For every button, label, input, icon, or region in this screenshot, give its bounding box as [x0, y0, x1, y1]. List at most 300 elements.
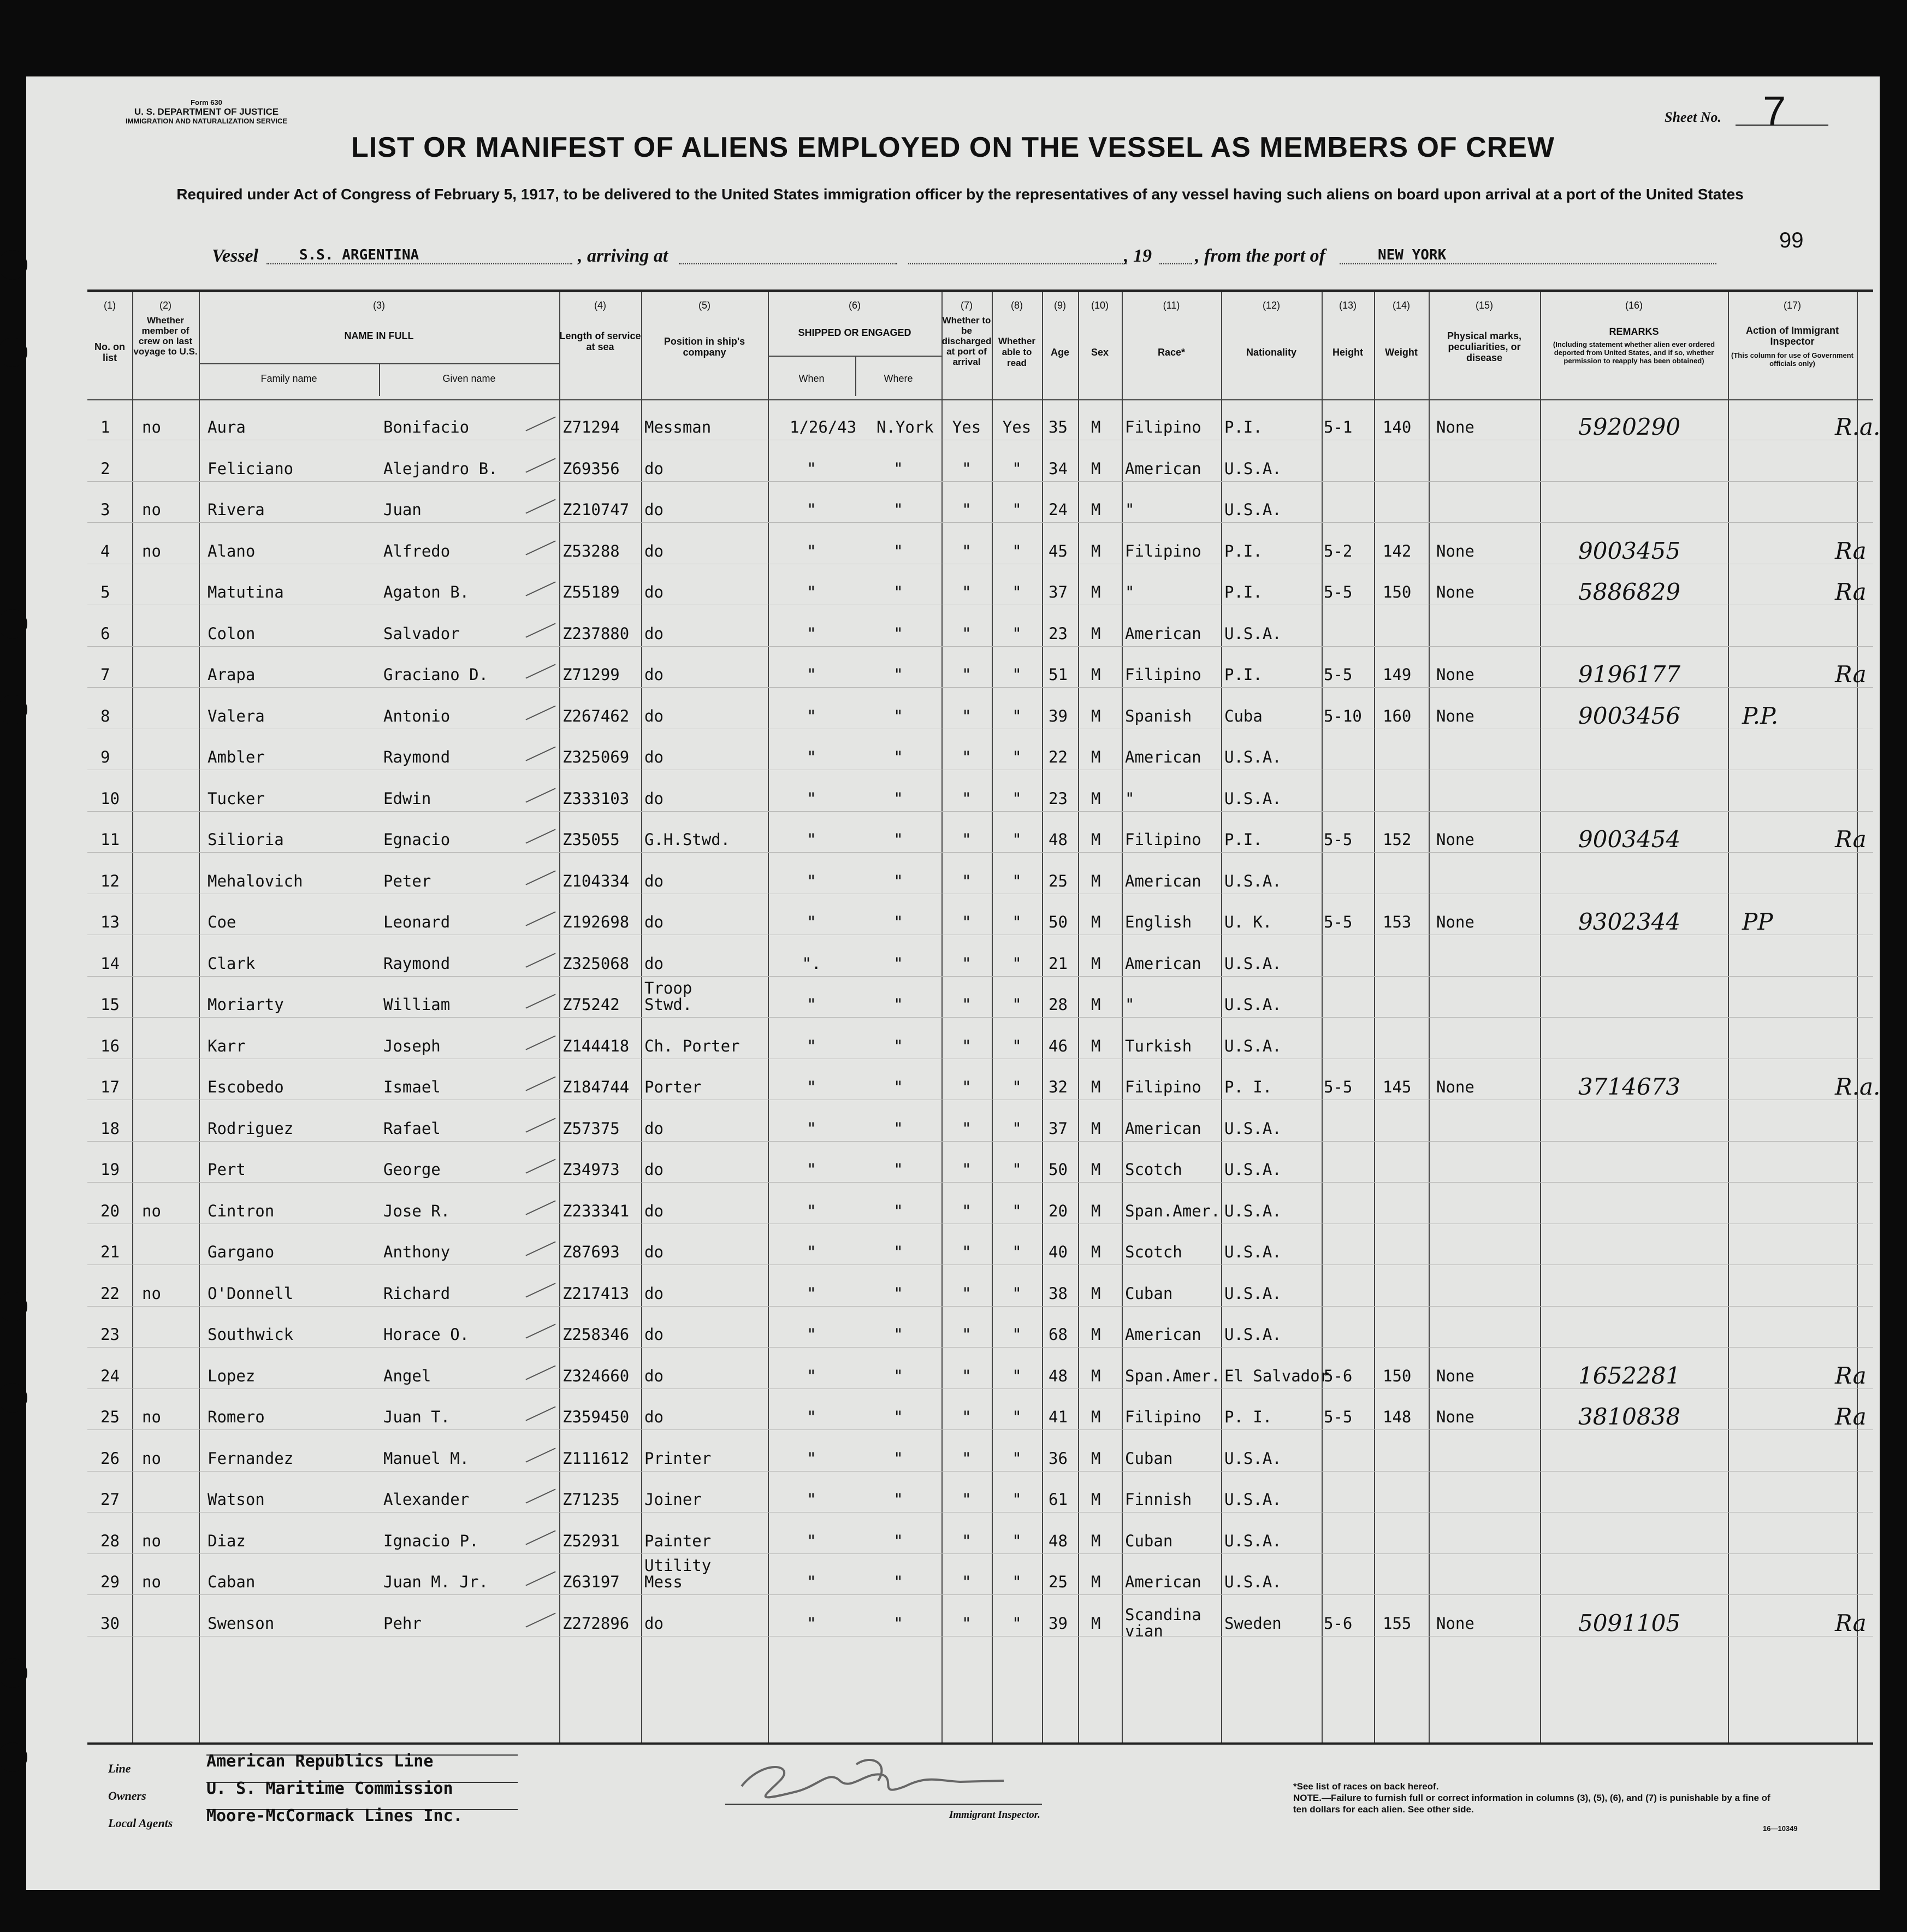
cell-given-name: Juan — [383, 500, 422, 519]
cell-nationality: P.I. — [1224, 418, 1263, 436]
cell-discharged: " — [962, 1201, 972, 1220]
cell-remarks: 9003455 — [1578, 537, 1681, 564]
cell-family-name: Escobedo — [208, 1078, 284, 1096]
cell-shipped-when: " — [807, 789, 816, 808]
check-mark — [525, 1406, 555, 1421]
cell-row-number: 10 — [100, 789, 120, 808]
header-when: When — [798, 373, 825, 384]
cell-race: " — [1125, 500, 1135, 519]
cell-race: Turkish — [1125, 1036, 1192, 1055]
cell-able-to-read: " — [1012, 1325, 1022, 1344]
check-mark — [525, 1118, 555, 1132]
cell-shipped-when: " — [807, 1449, 816, 1468]
service-name: IMMIGRATION AND NATURALIZATION SERVICE — [125, 117, 288, 125]
check-mark — [525, 1324, 555, 1338]
cell-discharged: " — [962, 583, 972, 601]
header-inspector-note: (This column for use of Government officials only) — [1731, 351, 1853, 368]
cell-race: Cuban — [1125, 1449, 1173, 1468]
column-number: (11) — [1163, 300, 1180, 311]
column-number: (5) — [698, 300, 710, 311]
line-value: American Republics Line — [206, 1752, 434, 1771]
header-physical-marks: Physical marks, peculiarities, or disease — [1447, 330, 1522, 363]
cell-nationality: U.S.A. — [1224, 995, 1282, 1014]
cell-family-name: Feliciano — [208, 459, 294, 478]
cell-nationality: U.S.A. — [1224, 1119, 1282, 1138]
cell-shipped-when: " — [807, 1408, 816, 1426]
cell-nationality: P.I. — [1224, 830, 1263, 849]
cell-position: do — [644, 1160, 664, 1179]
cell-given-name: Anthony — [383, 1243, 451, 1261]
cell-shipped-where: " — [893, 1449, 903, 1468]
cell-discharged: " — [962, 1531, 972, 1550]
cell-position: G.H.Stwd. — [644, 830, 731, 849]
binder-hole — [0, 609, 27, 639]
cell-shipped-where: " — [893, 459, 903, 478]
cell-nationality: U.S.A. — [1224, 1201, 1282, 1220]
cell-weight: 160 — [1383, 706, 1412, 725]
cell-sex: M — [1091, 748, 1101, 766]
cell-age: 20 — [1049, 1201, 1068, 1220]
header-where: Where — [884, 373, 913, 384]
cell-row-number: 19 — [100, 1160, 120, 1179]
cell-remarks: 9003456 — [1578, 702, 1681, 729]
cell-physical-marks: None — [1436, 830, 1474, 849]
header-name-in-full: NAME IN FULL — [344, 330, 414, 341]
owners-label: Owners — [108, 1789, 146, 1803]
cell-given-name: Antonio — [383, 706, 451, 725]
cell-race: American — [1125, 459, 1201, 478]
cell-family-name: Moriarty — [208, 995, 284, 1014]
cell-row-number: 5 — [100, 583, 110, 601]
cell-discharged: " — [962, 624, 972, 643]
check-mark — [525, 746, 555, 761]
arriving-label: , arriving at — [578, 246, 668, 266]
cell-family-name: Pert — [208, 1160, 246, 1179]
manifest-sheet — [26, 76, 1880, 1890]
cell-service-length: Z53288 — [562, 541, 620, 560]
cell-shipped-where: " — [893, 1243, 903, 1261]
cell-service-length: Z258346 — [562, 1325, 630, 1344]
cell-shipped-where: N.York — [876, 418, 934, 436]
cell-race: Filipino — [1125, 418, 1201, 436]
crew-table — [87, 289, 1881, 1745]
cell-given-name: Alexander — [383, 1490, 470, 1509]
cell-given-name: Jose R. — [383, 1201, 451, 1220]
cell-sex: M — [1091, 1366, 1101, 1385]
cell-shipped-when: " — [807, 748, 816, 766]
cell-position: Messman — [644, 418, 712, 436]
check-mark — [525, 953, 555, 967]
cell-able-to-read: " — [1012, 1614, 1022, 1633]
cell-physical-marks: None — [1436, 1366, 1474, 1385]
cell-shipped-when: " — [807, 1325, 816, 1344]
cell-race: Scandinavian — [1125, 1605, 1201, 1640]
cell-shipped-where: " — [893, 1119, 903, 1138]
cell-inspector-action: Ra — [1835, 1403, 1867, 1430]
cell-age: 22 — [1049, 748, 1068, 766]
cell-nationality: U.S.A. — [1224, 500, 1282, 519]
cell-service-length: Z237880 — [562, 624, 630, 643]
cell-service-length: Z71235 — [562, 1490, 620, 1509]
cell-nationality: P. I. — [1224, 1078, 1272, 1096]
cell-shipped-where: " — [893, 830, 903, 849]
cell-sex: M — [1091, 665, 1101, 684]
cell-service-length: Z55189 — [562, 583, 620, 601]
column-number: (8) — [1011, 300, 1023, 311]
cell-row-number: 3 — [100, 500, 110, 519]
cell-shipped-where: " — [893, 1490, 903, 1509]
cell-remarks: 3810838 — [1578, 1403, 1681, 1430]
cell-position: do — [644, 913, 664, 931]
cell-family-name: Alano — [208, 541, 256, 560]
cell-able-to-read: " — [1012, 624, 1022, 643]
row-rule — [87, 522, 1873, 523]
check-mark — [525, 540, 555, 555]
cell-sex: M — [1091, 541, 1101, 560]
cell-age: 45 — [1049, 541, 1068, 560]
cell-shipped-where: " — [893, 541, 903, 560]
cell-shipped-when: " — [807, 913, 816, 931]
department-name: U. S. DEPARTMENT OF JUSTICE — [134, 107, 279, 117]
binder-hole — [0, 250, 27, 280]
cell-position: do — [644, 706, 664, 725]
cell-discharged: " — [962, 665, 972, 684]
cell-shipped-where: " — [893, 1078, 903, 1096]
cell-race: Spanish — [1125, 706, 1192, 725]
cell-sex: M — [1091, 624, 1101, 643]
cell-given-name: Raymond — [383, 748, 451, 766]
check-mark — [525, 458, 555, 472]
year-field — [1159, 247, 1192, 264]
cell-service-length: Z267462 — [562, 706, 630, 725]
cell-given-name: William — [383, 995, 451, 1014]
cell-age: 38 — [1049, 1284, 1068, 1303]
cell-family-name: Diaz — [208, 1531, 246, 1550]
cell-position: do — [644, 583, 664, 601]
cell-able-to-read: " — [1012, 1119, 1022, 1138]
sheet-number-value: 7 — [1763, 88, 1786, 134]
cell-nationality: U.S.A. — [1224, 1036, 1282, 1055]
cell-row-number: 1 — [100, 418, 110, 436]
form-number: Form 630 — [191, 98, 222, 107]
cell-discharged: " — [962, 913, 972, 931]
column-number: (14) — [1392, 300, 1410, 311]
cell-height: 5-6 — [1324, 1614, 1353, 1633]
cell-shipped-when: " — [807, 1573, 816, 1591]
cell-age: 32 — [1049, 1078, 1068, 1096]
binder-hole — [0, 695, 27, 724]
cell-shipped-when: " — [807, 459, 816, 478]
cell-service-length: Z75242 — [562, 995, 620, 1014]
cell-race: Filipino — [1125, 541, 1201, 560]
cell-sex: M — [1091, 1531, 1101, 1550]
cell-remarks: 5091105 — [1578, 1609, 1681, 1636]
cell-position: do — [644, 1284, 664, 1303]
cell-row-number: 30 — [100, 1614, 120, 1633]
cell-position: do — [644, 954, 664, 973]
header-remarks-note: (Including statement whether alien ever ordered deported from United States, and if so, whether permission to reapply has been obtained) — [1553, 340, 1715, 365]
cell-shipped-when: " — [807, 706, 816, 725]
check-mark — [525, 581, 555, 596]
cell-shipped-where: " — [893, 1614, 903, 1633]
cell-given-name: Juan T. — [383, 1408, 451, 1426]
cell-family-name: Southwick — [208, 1325, 294, 1344]
cell-age: 25 — [1049, 1573, 1068, 1591]
cell-service-length: Z63197 — [562, 1573, 620, 1591]
cell-row-number: 6 — [100, 624, 110, 643]
cell-service-length: Z87693 — [562, 1243, 620, 1261]
cell-inspector-action: Ra — [1835, 537, 1867, 564]
cell-row-number: 11 — [100, 830, 120, 849]
from-port-label: , from the port of — [1195, 246, 1325, 266]
cell-given-name: Salvador — [383, 624, 460, 643]
from-port-field — [1340, 247, 1716, 264]
cell-race: " — [1125, 583, 1135, 601]
cell-remarks: 9196177 — [1578, 661, 1681, 688]
cell-age: 23 — [1049, 789, 1068, 808]
cell-row-number: 16 — [100, 1036, 120, 1055]
cell-nationality: P.I. — [1224, 541, 1263, 560]
cell-age: 39 — [1049, 1614, 1068, 1633]
cell-nationality: Cuba — [1224, 706, 1263, 725]
cell-row-number: 22 — [100, 1284, 120, 1303]
cell-family-name: Lopez — [208, 1366, 256, 1385]
cell-shipped-where: " — [893, 1408, 903, 1426]
cell-shipped-where: " — [893, 871, 903, 890]
column-number: (10) — [1091, 300, 1109, 311]
cell-shipped-where: " — [893, 1366, 903, 1385]
check-mark — [525, 623, 555, 637]
cell-able-to-read: " — [1012, 541, 1022, 560]
cell-given-name: Edwin — [383, 789, 431, 808]
cell-row-number: 7 — [100, 665, 110, 684]
column-number: (16) — [1625, 300, 1643, 311]
check-mark — [525, 870, 555, 885]
cell-row-number: 26 — [100, 1449, 120, 1468]
cell-nationality: U.S.A. — [1224, 1243, 1282, 1261]
footer-note — [1293, 1781, 1785, 1815]
cell-row-number: 29 — [100, 1573, 120, 1591]
cell-service-length: Z104334 — [562, 871, 630, 890]
check-mark — [525, 788, 555, 802]
cell-discharged: " — [962, 1366, 972, 1385]
cell-sex: M — [1091, 913, 1101, 931]
cell-family-name: O'Donnell — [208, 1284, 294, 1303]
row-rule — [87, 976, 1873, 977]
cell-shipped-when: " — [807, 871, 816, 890]
cell-position: do — [644, 665, 664, 684]
check-mark — [525, 705, 555, 720]
cell-nationality: U.S.A. — [1224, 1531, 1282, 1550]
penalty-note: NOTE.—Failure to furnish full or correct information in columns (3), (5), (6), and (7) is punishable by a fine of ten dollars for each alien. See other side. — [1293, 1793, 1770, 1815]
row-rule — [87, 1471, 1873, 1472]
header-sex: Sex — [1091, 347, 1109, 358]
cell-position: do — [644, 1243, 664, 1261]
cell-age: 39 — [1049, 706, 1068, 725]
cell-position: Printer — [644, 1449, 712, 1468]
cell-able-to-read: " — [1012, 913, 1022, 931]
cell-weight: 148 — [1383, 1408, 1412, 1426]
cell-family-name: Romero — [208, 1408, 265, 1426]
column-number: (4) — [594, 300, 606, 311]
cell-nationality: Sweden — [1224, 1614, 1282, 1633]
cell-able-to-read: " — [1012, 1160, 1022, 1179]
cell-sex: M — [1091, 1078, 1101, 1096]
cell-discharged: " — [962, 830, 972, 849]
cell-shipped-when: " — [807, 665, 816, 684]
cell-shipped-where: " — [893, 500, 903, 519]
cell-age: 48 — [1049, 1531, 1068, 1550]
cell-position: do — [644, 1325, 664, 1344]
cell-shipped-where: " — [893, 954, 903, 973]
cell-row-number: 25 — [100, 1408, 120, 1426]
cell-shipped-where: " — [893, 789, 903, 808]
cell-age: 48 — [1049, 830, 1068, 849]
cell-able-to-read: " — [1012, 459, 1022, 478]
cell-sex: M — [1091, 1036, 1101, 1055]
cell-sex: M — [1091, 706, 1101, 725]
cell-physical-marks: None — [1436, 706, 1474, 725]
cell-discharged: " — [962, 789, 972, 808]
cell-family-name: Rivera — [208, 500, 265, 519]
cell-sex: M — [1091, 789, 1101, 808]
cell-given-name: George — [383, 1160, 441, 1179]
cell-nationality: U.S.A. — [1224, 789, 1282, 808]
cell-able-to-read: " — [1012, 1366, 1022, 1385]
cell-nationality: U.S.A. — [1224, 954, 1282, 973]
cell-row-number: 9 — [100, 748, 110, 766]
cell-discharged: " — [962, 1573, 972, 1591]
cell-race: American — [1125, 871, 1201, 890]
cell-shipped-when: 1/26/43 — [790, 418, 857, 436]
cell-sex: M — [1091, 1243, 1101, 1261]
check-mark — [525, 829, 555, 843]
cell-crew-last-voyage: no — [142, 1449, 161, 1468]
cell-shipped-when: " — [807, 1284, 816, 1303]
cell-height: 5-6 — [1324, 1366, 1353, 1385]
cell-family-name: Coe — [208, 913, 236, 931]
binder-hole — [0, 1383, 27, 1413]
cell-family-name: Karr — [208, 1036, 246, 1055]
header-rule — [768, 356, 941, 357]
cell-crew-last-voyage: no — [142, 1531, 161, 1550]
cell-row-number: 23 — [100, 1325, 120, 1344]
cell-service-length: Z325068 — [562, 954, 630, 973]
cell-age: 35 — [1049, 418, 1068, 436]
cell-race: " — [1125, 995, 1135, 1014]
cell-position: do — [644, 871, 664, 890]
cell-nationality: P.I. — [1224, 583, 1263, 601]
cell-given-name: Agaton B. — [383, 583, 470, 601]
cell-race: American — [1125, 1119, 1201, 1138]
cell-nationality: P. I. — [1224, 1408, 1272, 1426]
cell-height: 5-2 — [1324, 541, 1353, 560]
cell-row-number: 20 — [100, 1201, 120, 1220]
check-mark — [525, 416, 555, 431]
cell-able-to-read: " — [1012, 1201, 1022, 1220]
cell-nationality: U.S.A. — [1224, 1449, 1282, 1468]
check-mark — [525, 1200, 555, 1215]
cell-sex: M — [1091, 995, 1101, 1014]
column-number: (9) — [1054, 300, 1066, 311]
cell-row-number: 17 — [100, 1078, 120, 1096]
cell-given-name: Joseph — [383, 1036, 441, 1055]
cell-race: American — [1125, 1325, 1201, 1344]
cell-height: 5-5 — [1324, 583, 1353, 601]
cell-weight: 149 — [1383, 665, 1412, 684]
header-length-of-service: Length of service at sea — [559, 330, 641, 352]
cell-service-length: Z192698 — [562, 913, 630, 931]
cell-family-name: Arapa — [208, 665, 256, 684]
cell-shipped-when: " — [807, 1614, 816, 1633]
cell-sex: M — [1091, 1490, 1101, 1509]
cell-service-length: Z333103 — [562, 789, 630, 808]
cell-crew-last-voyage: no — [142, 541, 161, 560]
cell-race: Cuban — [1125, 1531, 1173, 1550]
cell-crew-last-voyage: no — [142, 500, 161, 519]
cell-shipped-where: " — [893, 1573, 903, 1591]
cell-race: Finnish — [1125, 1490, 1192, 1509]
cell-able-to-read: " — [1012, 665, 1022, 684]
row-rule — [87, 1141, 1873, 1142]
row-rule — [87, 481, 1873, 482]
cell-position: do — [644, 1614, 664, 1633]
binder-hole — [0, 338, 27, 367]
cell-inspector-action: Ra — [1835, 578, 1867, 605]
cell-given-name: Manuel M. — [383, 1449, 470, 1468]
check-mark — [525, 1612, 555, 1627]
cell-given-name: Pehr — [383, 1614, 422, 1633]
cell-crew-last-voyage: no — [142, 1284, 161, 1303]
cell-family-name: Fernandez — [208, 1449, 294, 1468]
cell-discharged: " — [962, 1325, 972, 1344]
agents-label: Local Agents — [108, 1816, 173, 1830]
header-no-on-list: No. on list — [94, 341, 125, 363]
cell-row-number: 21 — [100, 1243, 120, 1261]
cell-shipped-where: " — [893, 624, 903, 643]
cell-able-to-read: " — [1012, 789, 1022, 808]
cell-age: 34 — [1049, 459, 1068, 478]
arriving-field — [679, 247, 897, 264]
cell-weight: 150 — [1383, 583, 1412, 601]
cell-height: 5-5 — [1324, 913, 1353, 931]
cell-service-length: Z34973 — [562, 1160, 620, 1179]
cell-service-length: Z233341 — [562, 1201, 630, 1220]
cell-position: do — [644, 459, 664, 478]
cell-discharged: " — [962, 1284, 972, 1303]
check-mark — [525, 1488, 555, 1503]
cell-service-length: Z217413 — [562, 1284, 630, 1303]
cell-age: 50 — [1049, 913, 1068, 931]
cell-position: Joiner — [644, 1490, 702, 1509]
inspector-signature-rule — [725, 1804, 1042, 1805]
check-mark — [525, 1076, 555, 1091]
cell-weight: 152 — [1383, 830, 1412, 849]
cell-physical-marks: None — [1436, 1078, 1474, 1096]
cell-position: Ch. Porter — [644, 1036, 740, 1055]
cell-race: Filipino — [1125, 1408, 1201, 1426]
cell-able-to-read: " — [1012, 1243, 1022, 1261]
cell-height: 5-5 — [1324, 1408, 1353, 1426]
cell-sex: M — [1091, 1614, 1101, 1633]
cell-crew-last-voyage: no — [142, 1573, 161, 1591]
cell-discharged: " — [962, 748, 972, 766]
cell-discharged: " — [962, 1490, 972, 1509]
cell-age: 25 — [1049, 871, 1068, 890]
row-rule — [87, 646, 1873, 647]
cell-sex: M — [1091, 418, 1101, 436]
cell-nationality: U.S.A. — [1224, 1573, 1282, 1591]
